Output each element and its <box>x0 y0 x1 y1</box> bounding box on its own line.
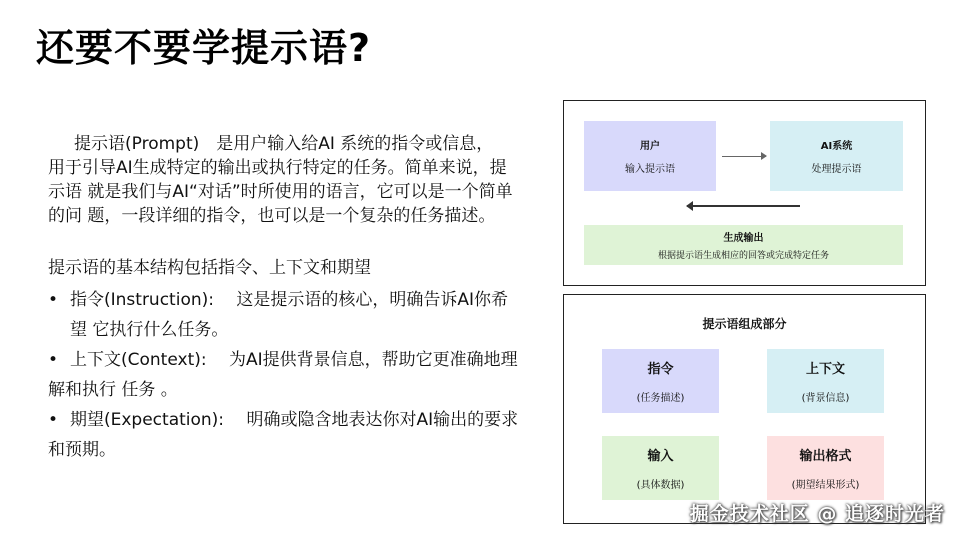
intro-line: 用于引导AI生成特定的输出或执行特定的任务。简单来说，提 <box>48 158 507 178</box>
watermark: 掘金技术社区 @ 追逐时光者 <box>689 503 945 525</box>
bullet-instruction: • 指令(Instruction): 这是提示语的核心，明确告诉AI你希 望 它执行什么任务。 <box>48 285 558 345</box>
component-instruction: 指令 (任务描述) <box>602 349 719 413</box>
structure-bullets <box>48 285 558 465</box>
components-title: 提示语组成部分 <box>702 317 787 331</box>
intro-line: 提示语(Prompt) 是用户输入给AI 系统的指令或信息， <box>74 134 494 154</box>
component-context: 上下文 (背景信息) <box>767 349 884 413</box>
flow-diagram-panel <box>563 100 926 286</box>
output-box: 生成输出 根据提示语生成相应的回答或完成特定任务 <box>584 225 903 265</box>
intro-line: 示语 就是我们与AI“对话”时所使用的语言，它可以是一个简单 <box>48 182 513 202</box>
arrow-left-icon <box>687 205 800 207</box>
user-box: 用户 输入提示语 <box>584 121 716 191</box>
bullet-context: • 上下文(Context): 为AI提供背景信息，帮助它更准确地理 解和执行 任务 。 <box>48 345 558 405</box>
bullet-expectation: • 期望(Expectation): 明确或隐含地表达你对AI输出的要求 和预期。 <box>48 405 558 465</box>
intro-paragraph <box>48 132 558 228</box>
component-output-format: 输出格式 (期望结果形式) <box>767 436 884 500</box>
component-input: 输入 (具体数据) <box>602 436 719 500</box>
structure-heading: 提示语的基本结构包括指令、上下文和期望 <box>48 258 371 278</box>
arrow-right-icon <box>722 156 766 157</box>
ai-system-box: AI系统 处理提示语 <box>770 121 903 191</box>
page-title: 还要不要学提示语? <box>36 26 372 70</box>
intro-line: 的问 题，一段详细的指令，也可以是一个复杂的任务描述。 <box>48 206 496 226</box>
components-panel <box>563 294 926 524</box>
